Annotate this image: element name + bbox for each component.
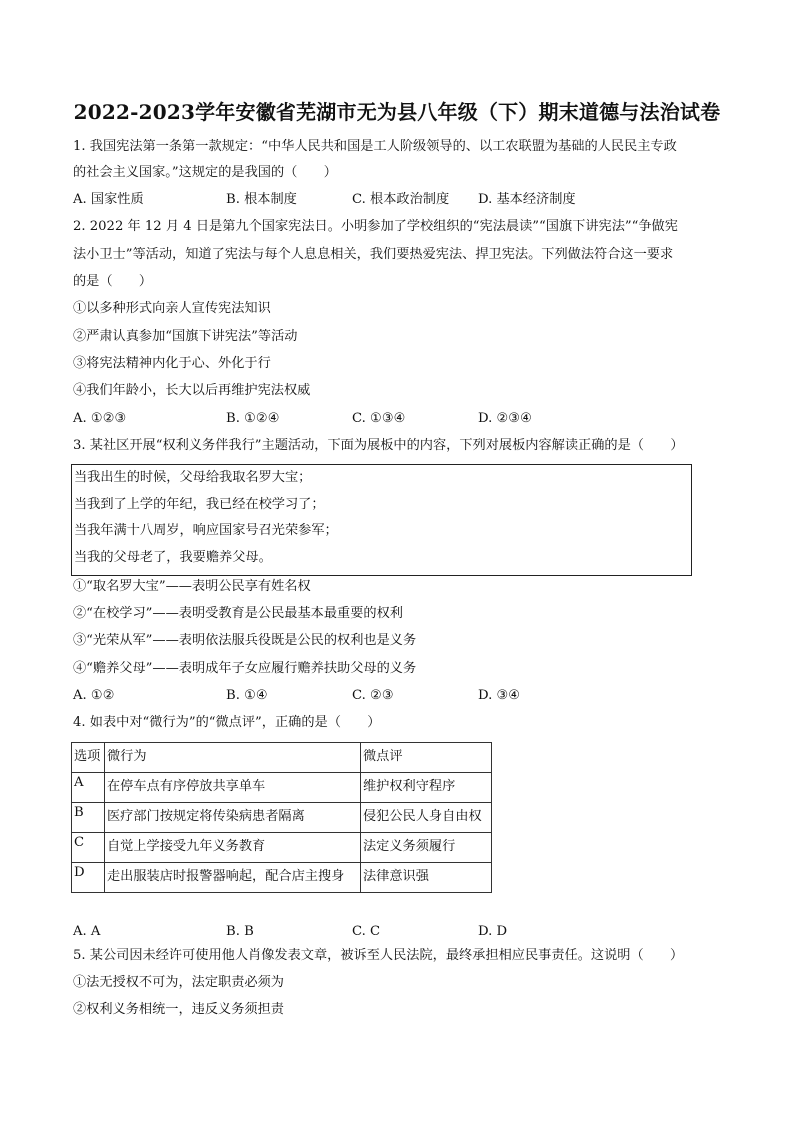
table-header-cell: 微点评	[361, 743, 492, 773]
q2-stem-line1: 2. 2022 年 12 月 4 日是第九个国家宪法日。小明参加了学校组织的“宪法晨读”“国旗下讲宪法”“争做宪	[73, 219, 678, 234]
q3-item-4: ④“赡养父母”——表明成年子女应履行赡养扶助父母的义务	[73, 661, 417, 676]
q3-board-line3: 当我年满十八周岁，响应国家号召光荣参军；	[74, 523, 338, 538]
table-cell: D	[72, 863, 105, 893]
q3-board-line2: 当我到了上学的年纪，我已经在校学习了；	[74, 497, 325, 512]
q3-option-c: C. ②③	[352, 688, 394, 703]
q5-item-1: ①法无授权不可为，法定职责必须为	[73, 975, 284, 990]
table-cell: 法律意识强	[361, 863, 492, 893]
q4-table	[71, 742, 492, 893]
q4-option-b: B. B	[226, 924, 254, 939]
table-cell: 侵犯公民人身自由权	[361, 803, 492, 833]
table-cell: 自觉上学接受九年义务教育	[105, 833, 361, 863]
table-header-row	[72, 743, 492, 773]
q1-option-d: D. 基本经济制度	[478, 192, 576, 207]
q2-item-3: ③将宪法精神内化于心、外化于行	[73, 356, 271, 371]
table-cell: A	[72, 773, 105, 803]
table-row	[72, 863, 492, 893]
q2-option-a: A. ①②③	[73, 411, 127, 426]
q2-option-c: C. ①③④	[352, 411, 406, 426]
q3-item-2: ②“在校学习”——表明受教育是公民最基本最重要的权利	[73, 606, 403, 621]
q2-item-1: ①以多种形式向亲人宣传宪法知识	[73, 301, 271, 316]
table-row	[72, 773, 492, 803]
q4-option-a: A. A	[73, 924, 101, 939]
q1-stem-line2: 的社会主义国家。”这规定的是我国的（ ）	[73, 165, 337, 180]
q3-board-line4: 当我的父母老了，我要赡养父母。	[74, 550, 272, 565]
table-cell: 维护权利守程序	[361, 773, 492, 803]
q2-item-4: ④我们年龄小，长大以后再维护宪法权威	[73, 383, 311, 398]
q3-option-b: B. ①④	[226, 688, 268, 703]
table-cell: 在停车点有序停放共享单车	[105, 773, 361, 803]
q3-option-d: D. ③④	[478, 688, 521, 703]
q2-item-2: ②严肃认真参加“国旗下讲宪法”等活动	[73, 329, 298, 344]
q1-stem-line1: 1. 我国宪法第一条第一款规定：“中华人民共和国是工人阶级领导的、以工农联盟为基础的人民民主专政	[73, 139, 677, 154]
table-cell: 医疗部门按规定将传染病患者隔离	[105, 803, 361, 833]
q4-option-d: D. D	[478, 924, 508, 939]
q2-stem-line2: 法小卫士”等活动，知道了宪法与每个人息息相关，我们要热爱宪法、捍卫宪法。下列做法符合这一要求	[73, 247, 674, 262]
q5-stem: 5. 某公司因未经许可使用他人肖像发表文章，被诉至人民法院，最终承担相应民事责任。这说明（ ）	[73, 948, 684, 963]
table-row	[72, 803, 492, 833]
table-cell: C	[72, 833, 105, 863]
q4-option-c: C. C	[352, 924, 381, 939]
q2-option-b: B. ①②④	[226, 411, 280, 426]
table-cell: 走出服装店时报警器响起，配合店主搜身	[105, 863, 361, 893]
exam-title: 2022-2023学年安徽省芜湖市无为县八年级（下）期末道德与法治试卷	[73, 100, 721, 124]
q4-stem: 4. 如表中对“微行为”的“微点评”，正确的是（ ）	[73, 715, 381, 730]
q2-stem-line3: 的是（ ）	[73, 274, 153, 289]
q3-board-line1: 当我出生的时候，父母给我取名罗大宝；	[74, 470, 312, 485]
q5-item-2: ②权利义务相统一，违反义务须担责	[73, 1002, 284, 1017]
q3-item-3: ③“光荣从军”——表明依法服兵役既是公民的权利也是义务	[73, 633, 417, 648]
table-cell: 法定义务须履行	[361, 833, 492, 863]
q3-stem: 3. 某社区开展“权利义务伴我行”主题活动，下面为展板中的内容，下列对展板内容解读正确的是（ ）	[73, 438, 684, 453]
table-cell: B	[72, 803, 105, 833]
q1-option-b: B. 根本制度	[226, 192, 297, 207]
q3-option-a: A. ①②	[73, 688, 115, 703]
q1-option-c: C. 根本政治制度	[352, 192, 450, 207]
q2-option-d: D. ②③④	[478, 411, 532, 426]
q3-display-board	[71, 464, 692, 576]
table-row	[72, 833, 492, 863]
q1-option-a: A. 国家性质	[73, 192, 144, 207]
table-header-cell: 微行为	[105, 743, 361, 773]
q3-item-1: ①“取名罗大宝”——表明公民享有姓名权	[73, 579, 311, 594]
table-header-cell: 选项	[72, 743, 105, 773]
